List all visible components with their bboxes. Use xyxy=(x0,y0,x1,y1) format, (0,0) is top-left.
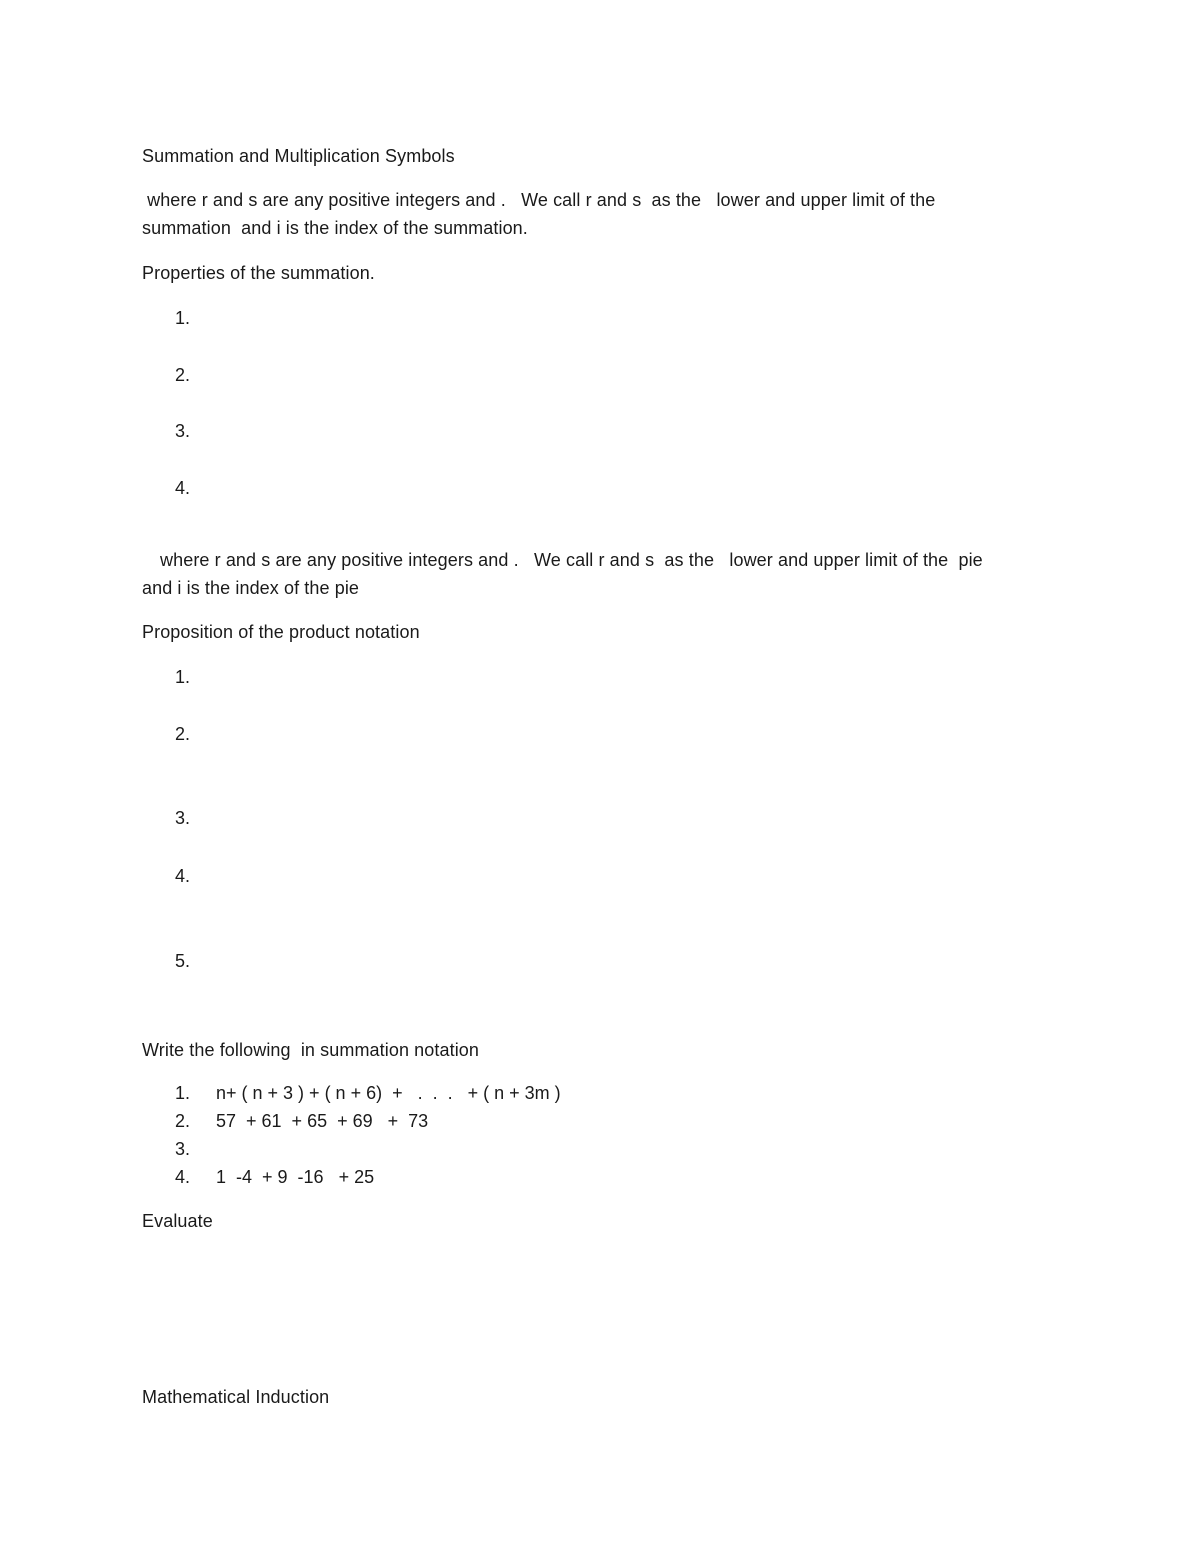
document-title: Summation and Multiplication Symbols xyxy=(142,146,455,166)
exercise-number: 4. xyxy=(175,1167,191,1187)
exercise-expression: n+ ( n + 3 ) + ( n + 6) + . . . + ( n + 3m ) xyxy=(216,1083,561,1103)
exercise-heading: Write the following in summation notation xyxy=(142,1040,480,1060)
product-propositions-heading: Proposition of the product notation xyxy=(142,622,420,642)
product-proposition-number: 4. xyxy=(175,866,191,886)
product-proposition-number: 5. xyxy=(175,951,191,971)
summation-property-number: 2. xyxy=(175,365,191,385)
exercise-number: 3. xyxy=(175,1139,191,1159)
exercise-expression: 57 + 61 + 65 + 69 + 73 xyxy=(216,1111,429,1131)
summation-property-number: 3. xyxy=(175,421,191,441)
product-proposition-number: 2. xyxy=(175,724,191,744)
exercise-number: 1. xyxy=(175,1083,191,1103)
evaluate-heading: Evaluate xyxy=(142,1211,213,1231)
product-proposition-number: 3. xyxy=(175,808,191,828)
summation-property-number: 4. xyxy=(175,478,191,498)
summation-definition-line-2: summation and i is the index of the summation. xyxy=(142,218,528,238)
summation-property-number: 1. xyxy=(175,308,191,328)
product-definition-line-2: and i is the index of the pie xyxy=(142,578,360,598)
summation-definition-line-1: where r and s are any positive integers and . We call r and s as the lower and upper limit of the xyxy=(142,190,936,210)
exercise-number: 2. xyxy=(175,1111,191,1131)
exercise-expression: 1 -4 + 9 -16 + 25 xyxy=(216,1167,375,1187)
summation-properties-heading: Properties of the summation. xyxy=(142,263,375,283)
induction-heading: Mathematical Induction xyxy=(142,1387,330,1407)
product-proposition-number: 1. xyxy=(175,667,191,687)
product-definition-line-1: where r and s are any positive integers and . We call r and s as the lower and upper limit of the pie xyxy=(160,550,983,570)
